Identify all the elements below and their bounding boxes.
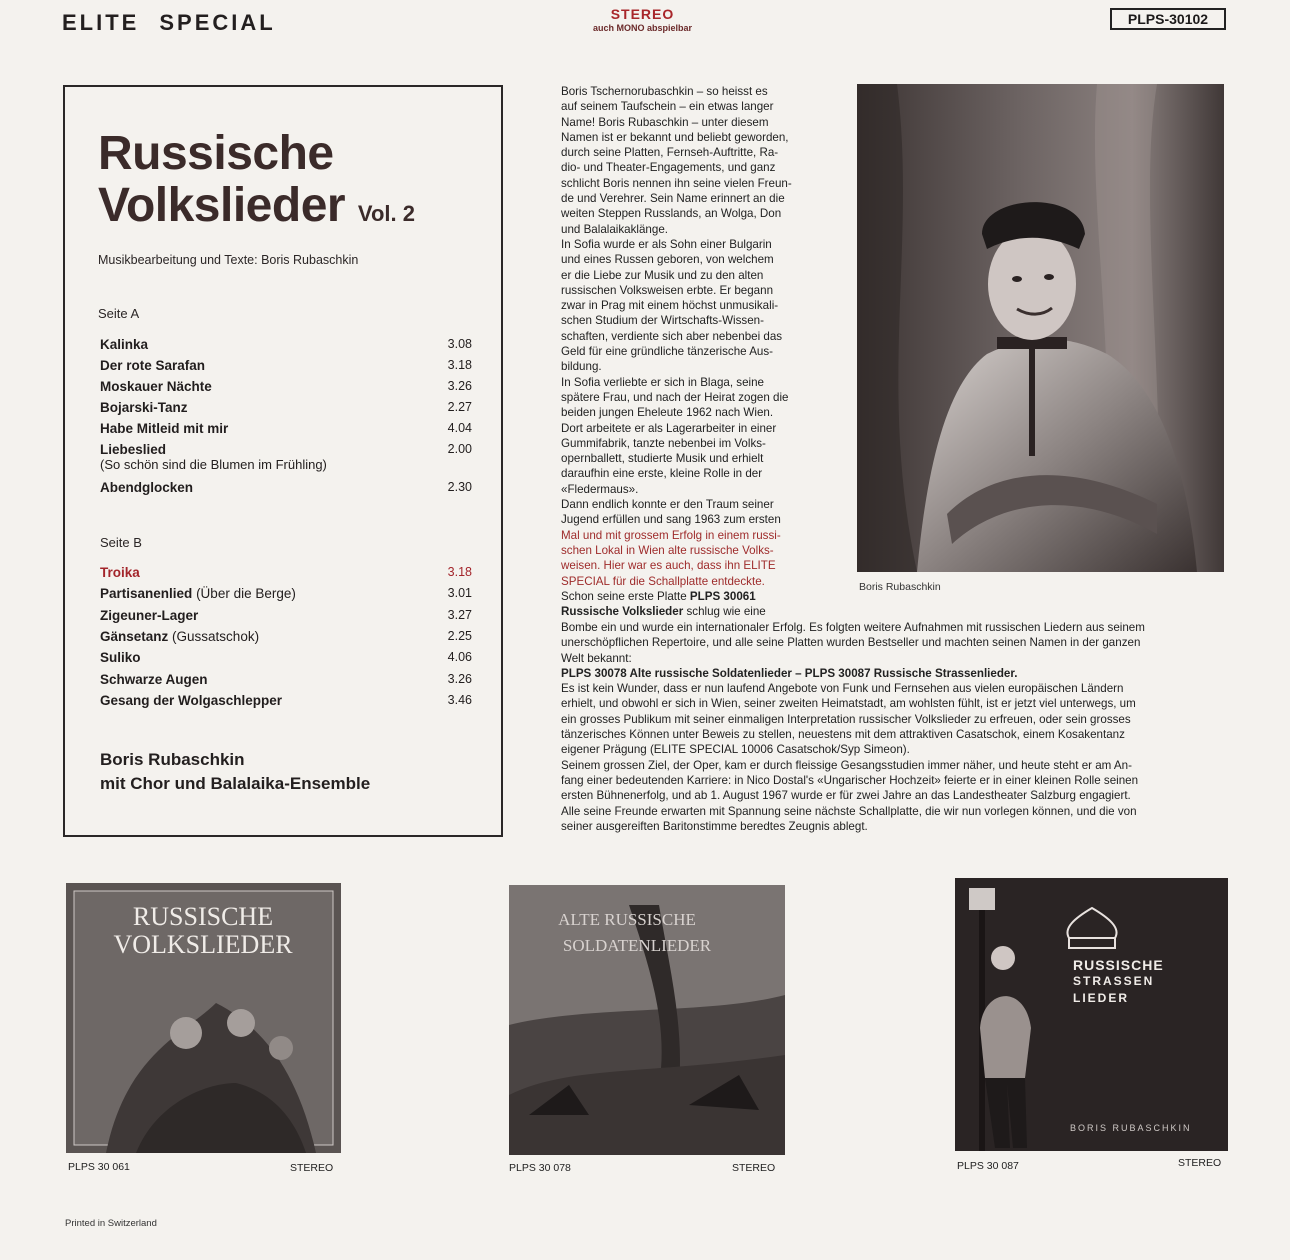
track-duration: 3.08	[447, 337, 472, 351]
cover-title-line1: RUSSISCHE	[132, 902, 274, 931]
album-title-line2: Volkslieder	[98, 179, 346, 232]
brand-word-elite: ELITE	[62, 10, 140, 35]
cover-title-line2: STRASSEN	[1073, 974, 1155, 988]
bio-line: erhielt, und obwohl er sich in Wien, seiner zweiten Heimatstadt, am wohlsten fühlt, ist er jetzt viel unterwegs, um	[561, 697, 1136, 711]
bio-line: schen Studium der Wirtschafts-Wissen-	[561, 314, 764, 328]
photo-caption: Boris Rubaschkin	[859, 581, 941, 593]
track-title: Kalinka	[100, 337, 149, 352]
bio-line: und Balalaikaklänge.	[561, 222, 668, 236]
bio-line: In Sofia verliebte er sich in Blaga, seine	[561, 375, 765, 389]
album-title	[98, 128, 415, 240]
track-title: Bojarski-Tanz	[100, 400, 188, 415]
track-a5	[100, 421, 472, 436]
cover-artist: BORIS RUBASCHKIN	[1070, 1123, 1192, 1133]
bio-line: Mal und mit grossem Erfolg in einem russi-	[561, 528, 781, 542]
album-cover-image	[66, 883, 341, 1153]
track-duration: 3.46	[447, 693, 472, 707]
album-format-30061: STEREO	[290, 1162, 334, 1174]
stereo-marker	[575, 6, 710, 33]
track-duration: 3.26	[447, 379, 472, 393]
track-title: Partisanenlied	[100, 586, 193, 601]
album-catalog-30087: PLPS 30 087	[957, 1160, 1019, 1172]
track-a1	[100, 337, 472, 352]
track-duration: 3.27	[447, 608, 472, 622]
bio-line: unerschöpflichen Repertoire, und alle seine Platten wurden Bestseller und machten seinen Namen in der ganzen	[561, 636, 1141, 650]
track-duration: 3.01	[447, 586, 472, 600]
bio-line: ein grosses Publikum mit seiner einmaligen Interpretation russischer Volkslieder zu erfreuen, oder sein grosses	[561, 712, 1131, 726]
track-title: Suliko	[100, 650, 141, 665]
track-title: Troika	[100, 565, 140, 580]
bio-line: fang einer bedeutenden Karriere: in Nico Dostal's «Ungarischer Hochzeit» feierte er in einer kleinen Rolle seinen	[561, 773, 1139, 787]
cover-title-line1: RUSSISCHE	[1073, 957, 1164, 973]
track-title: Gesang der Wolgaschlepper	[100, 693, 283, 708]
album-catalog-30078: PLPS 30 078	[509, 1162, 571, 1174]
bio-line: spätere Frau, und nach der Heirat zogen die	[561, 390, 789, 404]
bio-line: opernballett, studierte Musik und erhielt	[561, 452, 764, 466]
bio-line: auf seinem Taufschein – ein etwas langer	[561, 100, 774, 114]
bio-line: russischen Volksweisen erbte. Er begann	[561, 283, 774, 297]
track-note: (Über die Berge)	[196, 586, 296, 601]
track-b3	[100, 608, 472, 623]
bio-line: Namen ist er bekannt und beliebt geworden,	[561, 130, 789, 144]
biography-wide	[561, 620, 1228, 834]
bio-line: SPECIAL für die Schallplatte entdeckte.	[561, 574, 765, 588]
bio-line: de und Verehrer. Sein Name erinnert an die	[561, 192, 785, 206]
bio-line: schen Lokal in Wien alte russische Volks-	[561, 543, 774, 557]
bio-line: Gummifabrik, tanzte nebenbei im Volks-	[561, 436, 766, 450]
bio-line: daraufhin eine erste, kleine Rolle in der	[561, 467, 763, 481]
album-catalog-30061: PLPS 30 061	[68, 1161, 130, 1173]
bio-text: Bombe ein und wurde ein internationaler Erfolg.	[561, 621, 806, 634]
bio-bold-line: PLPS 30078 Alte russische Soldatenlieder – PLPS 30087 Russische Strassenlieder.	[561, 666, 1018, 680]
side-a-label: Seite A	[98, 306, 140, 321]
bio-line: weiten Steppen Russlands, an Wolga, Don	[561, 207, 782, 221]
track-a4	[100, 400, 472, 415]
track-duration: 2.30	[447, 480, 472, 494]
track-a7	[100, 480, 472, 495]
biography-column	[561, 84, 822, 589]
album-title-line1: Russische	[98, 127, 334, 180]
track-title: Abendglocken	[100, 480, 194, 495]
track-duration: 3.18	[447, 358, 472, 372]
track-title: Gänsetanz	[100, 629, 169, 644]
bio-line: er die Liebe zur Musik und zu den alten	[561, 268, 764, 282]
track-b7	[100, 693, 472, 708]
artist-name: Boris Rubaschkin	[100, 750, 245, 769]
artist-ensemble: mit Chor und Balalaika-Ensemble	[100, 774, 371, 793]
cover-title-line2: SOLDATENLIEDER	[562, 936, 712, 955]
bio-line: Dann endlich konnte er den Traum seiner	[561, 498, 774, 512]
bio-line: Geld für eine gründliche tänzerische Aus-	[561, 345, 774, 359]
artist-photo-image	[857, 84, 1224, 572]
track-title: Schwarze Augen	[100, 672, 208, 687]
track-a6	[100, 442, 472, 472]
bio-line: eigener Prägung (ELITE SPECIAL 10006 Casatschok/Syp Simeon).	[561, 743, 910, 757]
mono-note: auch MONO abspielbar	[592, 23, 693, 33]
biography-line	[561, 589, 822, 620]
label-brand	[62, 10, 276, 36]
track-a3	[100, 379, 472, 394]
bio-line: durch seine Platten, Fernseh-Auftritte, Ra-	[561, 146, 779, 160]
bio-line: Jugend erfüllen und sang 1963 zum ersten	[561, 513, 781, 527]
bio-line: Seinem grossen Ziel, der Oper, kam er durch fleissige Gesangsstudien immer näher, und heute steht er am An-	[561, 758, 1132, 772]
bio-line: Boris Tschernorubaschkin – so heisst es	[561, 85, 768, 98]
track-duration: 2.00	[447, 442, 472, 456]
album-cover-30087	[955, 878, 1228, 1151]
album-format-30078: STEREO	[732, 1162, 776, 1174]
bio-line: bildung.	[561, 360, 602, 374]
bio-line: Es ist kein Wunder, dass er nun laufend Angebote von Funk und Fernsehen aus vielen europäischen Ländern	[561, 682, 1124, 696]
side-b-label: Seite B	[100, 535, 142, 550]
album-credits: Musikbearbeitung und Texte: Boris Rubaschkin	[98, 253, 359, 267]
bio-line: Name! Boris Rubaschkin – unter diesem	[561, 115, 769, 129]
album-cover-image	[955, 878, 1228, 1151]
bio-line: Alle seine Freunde erwarten mit Spannung seine nächste Schallplatte, die wir nun vorlegen können, und die von	[561, 804, 1137, 818]
album-cover-30078	[509, 885, 785, 1155]
track-duration: 3.26	[447, 672, 472, 686]
bio-line: Welt bekannt:	[561, 651, 632, 665]
bio-text: Es folgten weitere Aufnahmen mit russischen Liedern aus seinem	[809, 621, 1145, 634]
cover-title-line2: VOLKSLIEDER	[113, 930, 293, 959]
catalog-number: PLPS-30102	[1110, 8, 1226, 30]
bio-line: beiden jungen Eheleute 1962 nach Wien.	[561, 406, 774, 420]
track-title: Moskauer Nächte	[100, 379, 212, 394]
bio-line: tänzerisches Können unter Beweis zu stellen, neuestens mit dem attraktiven Casatschok, einem Kosakentanz	[561, 728, 1125, 742]
bio-line: Dort arbeitete er als Lagerarbeiter in einer	[561, 421, 777, 435]
bio-line: In Sofia wurde er als Sohn einer Bulgarin	[561, 237, 772, 251]
track-title: Habe Mitleid mit mir	[100, 421, 229, 436]
track-title: Zigeuner-Lager	[100, 608, 199, 623]
track-duration: 4.04	[447, 421, 472, 435]
track-note: (Gussatschok)	[172, 629, 260, 644]
bio-text: Schon seine erste Platte	[561, 590, 687, 603]
track-title: Liebeslied	[100, 442, 167, 457]
brand-word-special: SPECIAL	[159, 10, 276, 35]
cover-title-line3: LIEDER	[1073, 991, 1130, 1005]
track-a2	[100, 358, 472, 373]
bio-line: schaften, verdiente sich aber nebenbei das	[561, 329, 783, 343]
stereo-label: STEREO	[610, 6, 675, 22]
bio-line: dio- und Theater-Engagements, und ganz	[561, 161, 776, 175]
track-b6	[100, 672, 472, 687]
bio-line: seiner ausgereiften Baritonstimme beredtes Zeugnis ablegt.	[561, 819, 868, 833]
track-duration: 3.18	[447, 565, 472, 579]
track-b2	[100, 586, 472, 601]
bio-line: weisen. Hier war es auch, dass ihn ELITE	[561, 559, 776, 573]
track-duration: 2.25	[447, 629, 472, 643]
track-b4	[100, 629, 472, 644]
bio-bold: PLPS 30061	[689, 590, 756, 603]
album-cover-30061	[66, 883, 341, 1153]
track-b1	[100, 565, 472, 580]
track-duration: 2.27	[447, 400, 472, 414]
bio-bold: Russische Volkslieder	[561, 605, 684, 619]
bio-line: schlicht Boris nennen ihn seine vielen Freun-	[561, 176, 792, 190]
album-cover-image	[509, 885, 785, 1155]
bio-text: schlug wie eine	[686, 605, 766, 619]
track-note: (So schön sind die Blumen im Frühling)	[100, 457, 327, 472]
track-duration: 4.06	[447, 650, 472, 664]
bio-line: zwar in Prag mit einem höchst unmusikali-	[561, 299, 779, 313]
album-volume: Vol. 2	[357, 201, 415, 226]
cover-title-line1: ALTE RUSSISCHE	[558, 910, 696, 929]
bio-line: und eines Russen geboren, von welchem	[561, 253, 774, 267]
printed-in-note: Printed in Switzerland	[65, 1218, 157, 1229]
bio-line: «Fledermaus».	[561, 482, 639, 496]
artist-credit	[100, 748, 370, 796]
artist-photo	[857, 84, 1224, 572]
track-title: Der rote Sarafan	[100, 358, 206, 373]
bio-line: ersten Bühnenerfolg, und ab 1. August 1967 wurde er für zwei Jahre an das Landestheater Salzburg engagiert.	[561, 789, 1131, 803]
track-b5	[100, 650, 472, 665]
album-format-30087: STEREO	[1178, 1157, 1222, 1169]
